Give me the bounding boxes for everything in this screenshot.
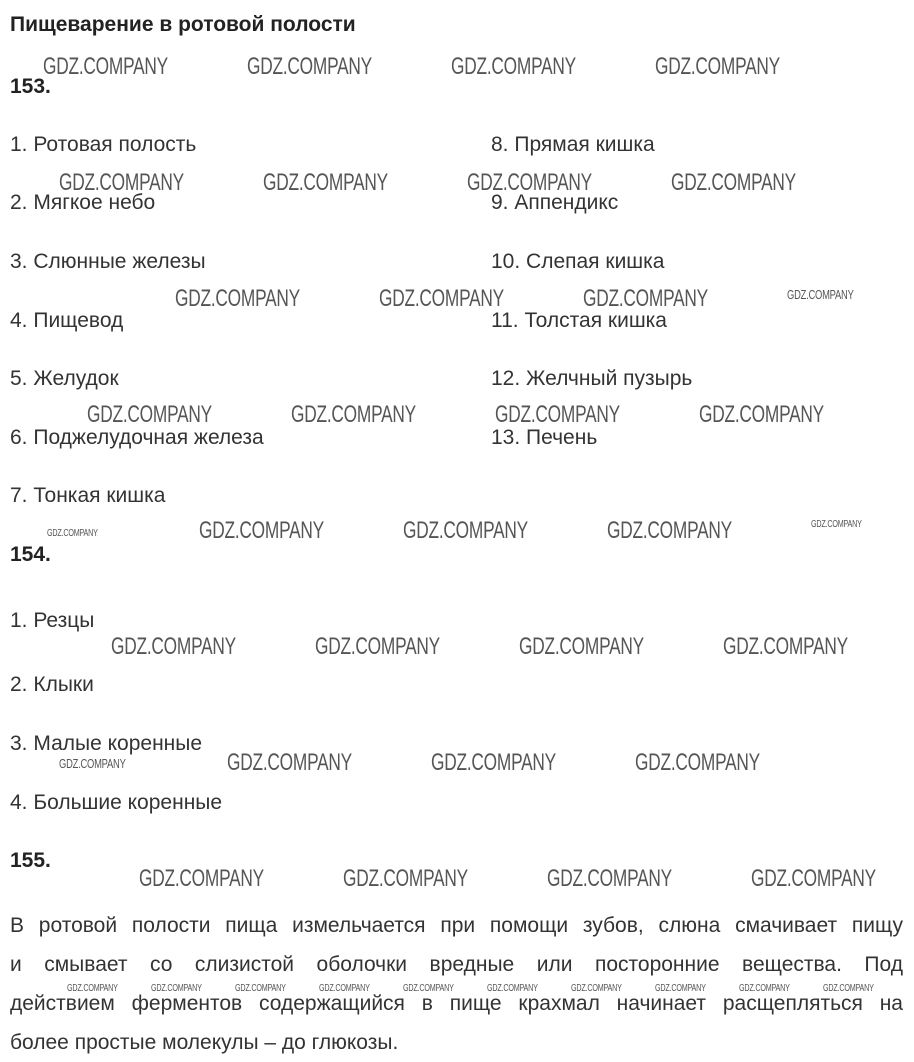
watermark: GDZ.COMPANY xyxy=(583,285,708,312)
watermark: GDZ.COMPANY xyxy=(291,401,416,428)
watermark: GDZ.COMPANY xyxy=(403,517,528,544)
watermark: GDZ.COMPANY xyxy=(343,865,468,892)
watermark: GDZ.COMPANY xyxy=(235,983,286,994)
watermark: GDZ.COMPANY xyxy=(263,169,388,196)
paragraph-line: В ротовой полости пища измельчается при помощи зубов, слюна смачивает пищу xyxy=(10,914,903,937)
watermark: GDZ.COMPANY xyxy=(59,756,126,771)
watermark: GDZ.COMPANY xyxy=(519,633,644,660)
list-item: 2. Клыки xyxy=(10,673,94,696)
list-item: 7. Тонкая кишка xyxy=(10,484,166,507)
watermark: GDZ.COMPANY xyxy=(87,401,212,428)
list-item: 2. Мягкое небо xyxy=(10,191,156,214)
watermark: GDZ.COMPANY xyxy=(739,983,790,994)
list-item: 1. Резцы xyxy=(10,609,95,632)
watermark: GDZ.COMPANY xyxy=(111,633,236,660)
watermark: GDZ.COMPANY xyxy=(487,983,538,994)
list-item: 11. Толстая кишка xyxy=(491,309,667,332)
watermark: GDZ.COMPANY xyxy=(607,517,732,544)
watermark: GDZ.COMPANY xyxy=(571,983,622,994)
list-item: 4. Большие коренные xyxy=(10,791,223,814)
watermark: GDZ.COMPANY xyxy=(635,749,760,776)
watermark: GDZ.COMPANY xyxy=(451,53,576,80)
list-item: 13. Печень xyxy=(491,426,598,449)
watermark: GDZ.COMPANY xyxy=(467,169,592,196)
list-item: 5. Желудок xyxy=(10,367,119,390)
task-155-number: 155. xyxy=(10,849,51,872)
list-item: 3. Малые коренные xyxy=(10,732,203,755)
list-item: 4. Пищевод xyxy=(10,309,124,332)
list-item: 10. Слепая кишка xyxy=(491,250,665,273)
task-153-number: 153. xyxy=(10,75,51,98)
watermark: GDZ.COMPANY xyxy=(175,285,300,312)
watermark: GDZ.COMPANY xyxy=(671,169,796,196)
watermark: GDZ.COMPANY xyxy=(319,983,370,994)
watermark: GDZ.COMPANY xyxy=(67,983,118,994)
watermark: GDZ.COMPANY xyxy=(751,865,876,892)
list-item: 12. Желчный пузырь xyxy=(491,367,693,390)
watermark: GDZ.COMPANY xyxy=(227,749,352,776)
watermark: GDZ.COMPANY xyxy=(151,983,202,994)
watermark: GDZ.COMPANY xyxy=(431,749,556,776)
list-item: 6. Поджелудочная железа xyxy=(10,426,264,449)
page-title: Пищеварение в ротовой полости xyxy=(10,13,356,36)
watermark: GDZ.COMPANY xyxy=(43,53,168,80)
watermark: GDZ.COMPANY xyxy=(379,285,504,312)
watermark: GDZ.COMPANY xyxy=(199,517,324,544)
watermark: GDZ.COMPANY xyxy=(823,983,874,994)
watermark: GDZ.COMPANY xyxy=(723,633,848,660)
watermark: GDZ.COMPANY xyxy=(495,401,620,428)
list-item: 9. Аппендикс xyxy=(491,191,619,214)
watermark: GDZ.COMPANY xyxy=(139,865,264,892)
list-item: 3. Слюнные железы xyxy=(10,250,206,273)
list-item: 1. Ротовая полость xyxy=(10,133,197,156)
paragraph-line: действием ферментов содержащийся в пище крахмал начинает расщепляться на xyxy=(10,992,903,1015)
watermark: GDZ.COMPANY xyxy=(699,401,824,428)
task-154-number: 154. xyxy=(10,543,51,566)
watermark: GDZ.COMPANY xyxy=(403,983,454,994)
watermark: GDZ.COMPANY xyxy=(59,169,184,196)
paragraph-line: более простые молекулы – до глюкозы. xyxy=(10,1031,399,1054)
list-item: 8. Прямая кишка xyxy=(491,133,655,156)
watermark: GDZ.COMPANY xyxy=(811,519,862,530)
watermark: GDZ.COMPANY xyxy=(787,287,854,302)
watermark: GDZ.COMPANY xyxy=(315,633,440,660)
paragraph-line: и смывает со слизистой оболочки вредные или посторонние вещества. Под xyxy=(10,953,903,976)
watermark: GDZ.COMPANY xyxy=(655,53,780,80)
watermark: GDZ.COMPANY xyxy=(247,53,372,80)
watermark: GDZ.COMPANY xyxy=(655,983,706,994)
watermark: GDZ.COMPANY xyxy=(47,528,98,539)
watermark: GDZ.COMPANY xyxy=(547,865,672,892)
answer-paragraph xyxy=(10,906,903,1062)
